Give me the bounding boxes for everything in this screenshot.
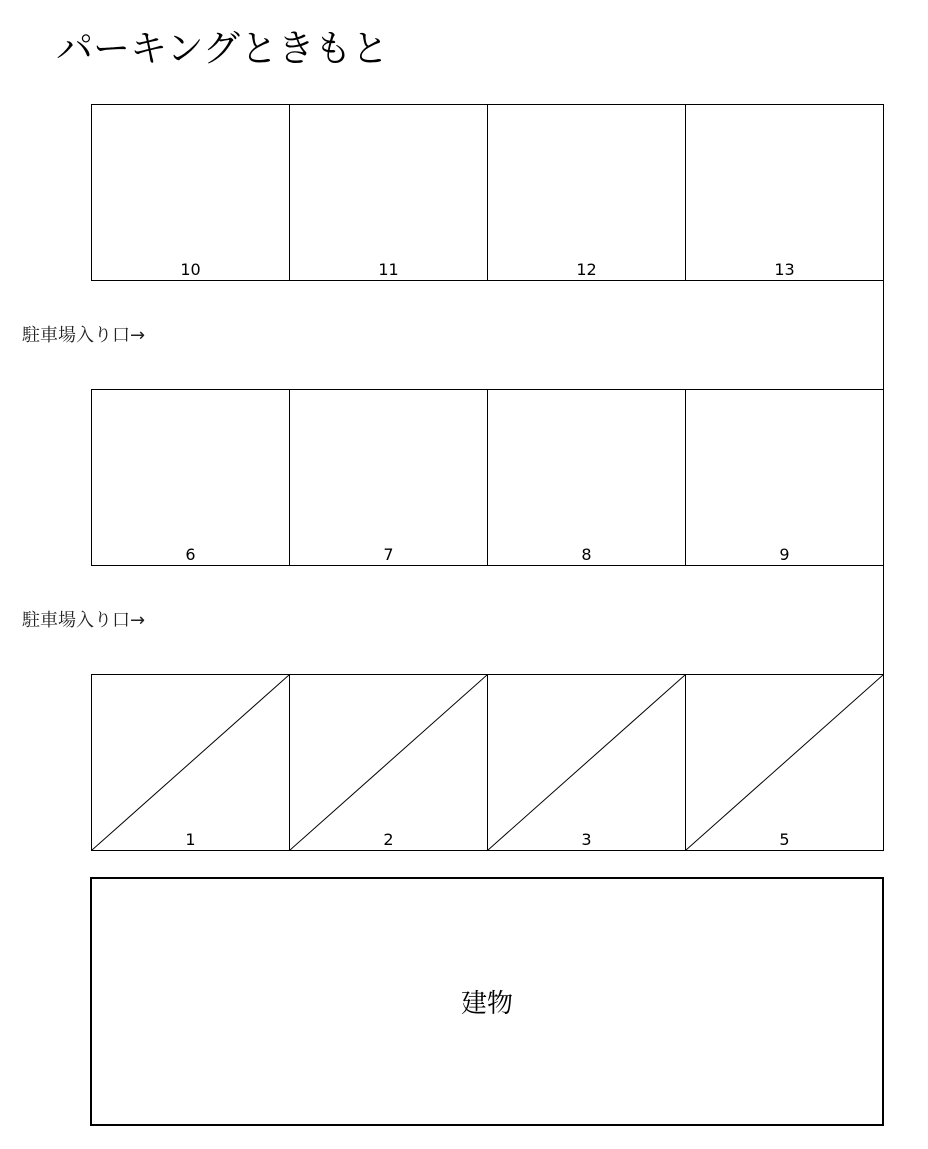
building	[90, 877, 884, 1126]
parking-stall-5[interactable]	[685, 674, 884, 851]
parking-row-top	[91, 104, 884, 281]
stall-number: 5	[779, 830, 790, 849]
building-label: 建物	[460, 989, 513, 1019]
stall-number: 9	[779, 545, 790, 564]
stall-number: 2	[383, 830, 394, 849]
parking-stall-3[interactable]	[487, 674, 686, 851]
parking-stall-6[interactable]	[91, 389, 290, 566]
parking-stall-13[interactable]	[685, 104, 884, 281]
occupied-diagonal-icon	[488, 675, 685, 850]
parking-stall-10[interactable]	[91, 104, 290, 281]
parking-stall-1[interactable]	[91, 674, 290, 851]
parking-stall-7[interactable]	[289, 389, 488, 566]
stall-number: 13	[774, 260, 795, 279]
occupied-diagonal-icon	[92, 675, 289, 850]
stall-number: 3	[581, 830, 592, 849]
stall-number: 11	[378, 260, 399, 279]
aisle-boundary-line	[883, 280, 884, 390]
parking-stall-8[interactable]	[487, 389, 686, 566]
stall-number: 6	[185, 545, 196, 564]
parking-row-bottom	[91, 674, 884, 851]
parking-stall-9[interactable]	[685, 389, 884, 566]
stall-number: 8	[581, 545, 592, 564]
parking-stall-12[interactable]	[487, 104, 686, 281]
stall-number: 12	[576, 260, 597, 279]
stall-number: 1	[185, 830, 196, 849]
occupied-diagonal-icon	[686, 675, 883, 850]
stall-number: 7	[383, 545, 394, 564]
parking-stall-2[interactable]	[289, 674, 488, 851]
stall-number: 10	[180, 260, 201, 279]
page-title: パーキングときもと	[56, 27, 389, 70]
entrance-label-2: 駐車場入り口→	[22, 610, 146, 631]
entrance-label-1: 駐車場入り口→	[22, 325, 146, 346]
aisle-boundary-line	[883, 565, 884, 675]
parking-row-middle	[91, 389, 884, 566]
occupied-diagonal-icon	[290, 675, 487, 850]
parking-stall-11[interactable]	[289, 104, 488, 281]
